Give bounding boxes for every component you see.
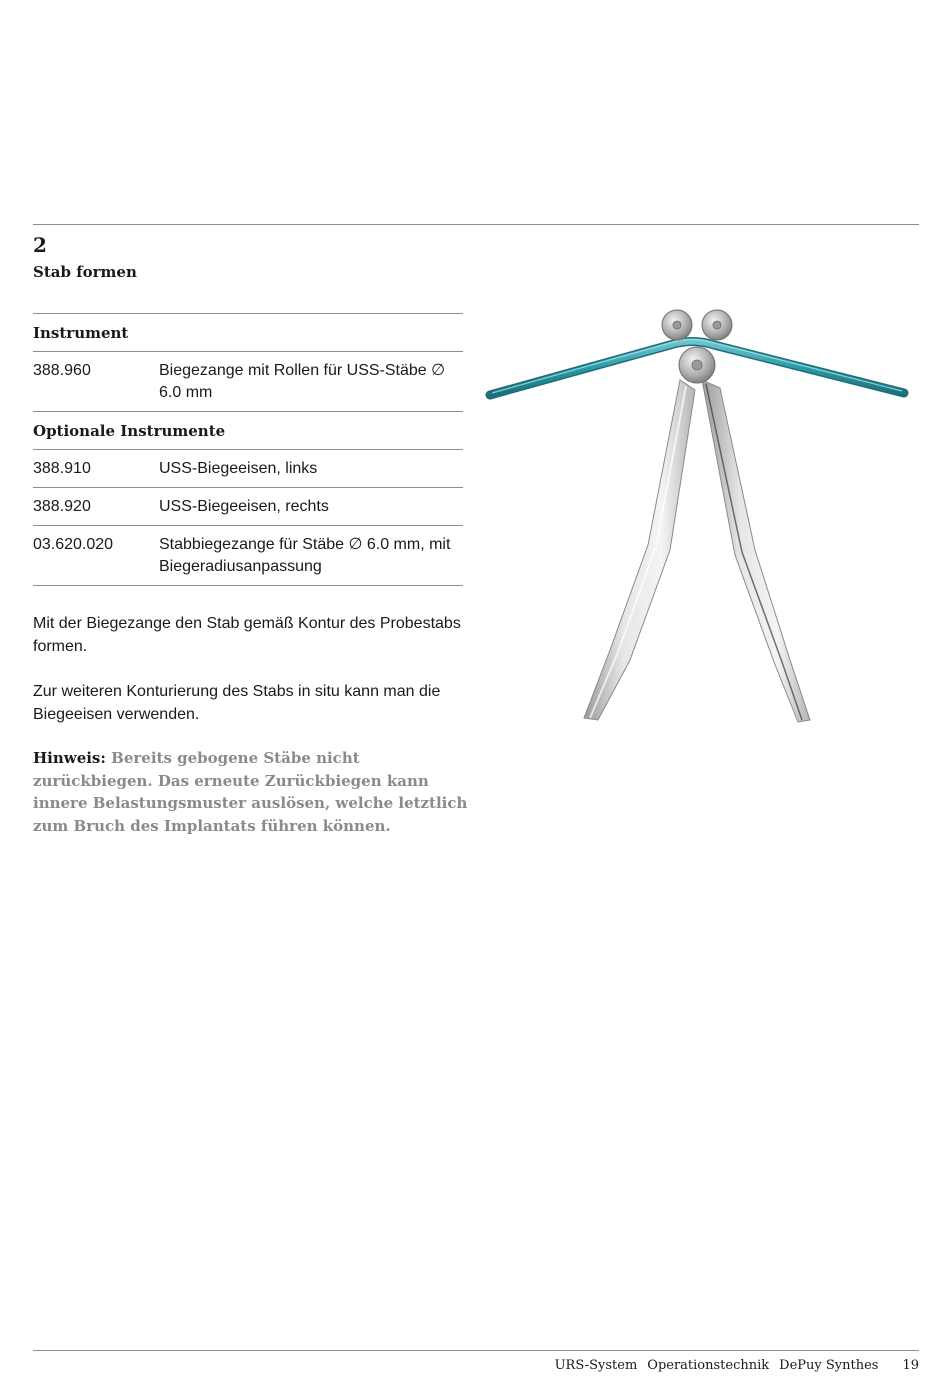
- pliers-left-handle: [584, 380, 695, 720]
- pliers-right-handle: [702, 380, 810, 722]
- article-number: 388.910: [33, 460, 91, 477]
- pliers-upper-left-roller: [662, 310, 692, 340]
- note-label: Hinweis:: [33, 749, 106, 767]
- table-section-header: [33, 314, 463, 352]
- article-number: 388.920: [33, 498, 91, 515]
- footer-rule: [33, 1350, 919, 1351]
- footer-document-type: Operationstechnik: [647, 1358, 770, 1373]
- section-header-optional: Optionale Instrumente: [33, 422, 226, 440]
- step-number: 2: [33, 233, 47, 257]
- section-header-instrument: Instrument: [33, 324, 129, 342]
- note-text: Bereits gebogene Stäbe nicht zurückbiegen. Das erneute Zurückbiegen kann innere Belastungsmuster auslösen, welche letztlich zum Bruch des Implantats führen können.: [33, 749, 468, 835]
- article-number: 03.620.020: [33, 536, 114, 553]
- instruction-paragraph: Zur weiteren Konturierung des Stabs in situ kann man die Biegeeisen verwenden.: [33, 683, 441, 723]
- instrument-table: [33, 313, 463, 586]
- article-description: USS-Biegeeisen, links: [159, 460, 318, 477]
- table-row: [33, 488, 463, 526]
- article-description: Biegezange mit Rollen für USS-Stäbe ∅ 6.0 mm: [159, 362, 446, 401]
- instruction-paragraph: Mit der Biegezange den Stab gemäß Kontur des Probestabs formen.: [33, 615, 461, 655]
- pliers-lower-roller: [679, 347, 715, 383]
- article-number: 388.960: [33, 362, 91, 379]
- footer-company: DePuy Synthes: [779, 1358, 879, 1373]
- article-description: USS-Biegeeisen, rechts: [159, 498, 329, 515]
- table-row: [33, 526, 463, 586]
- bending-pliers-illustration: [480, 300, 910, 730]
- note: [33, 747, 473, 837]
- page-number: 19: [902, 1358, 919, 1373]
- pliers-upper-right-roller: [702, 310, 732, 340]
- footer: [545, 1357, 919, 1375]
- top-rule: [33, 224, 919, 225]
- article-description: Stabbiegezange für Stäbe ∅ 6.0 mm, mit Biegeradiusanpassung: [159, 536, 451, 575]
- footer-system: URS-System: [554, 1358, 638, 1373]
- table-row: [33, 450, 463, 488]
- step-title: Stab formen: [33, 263, 137, 281]
- table-row: [33, 352, 463, 412]
- table-section-header: [33, 412, 463, 450]
